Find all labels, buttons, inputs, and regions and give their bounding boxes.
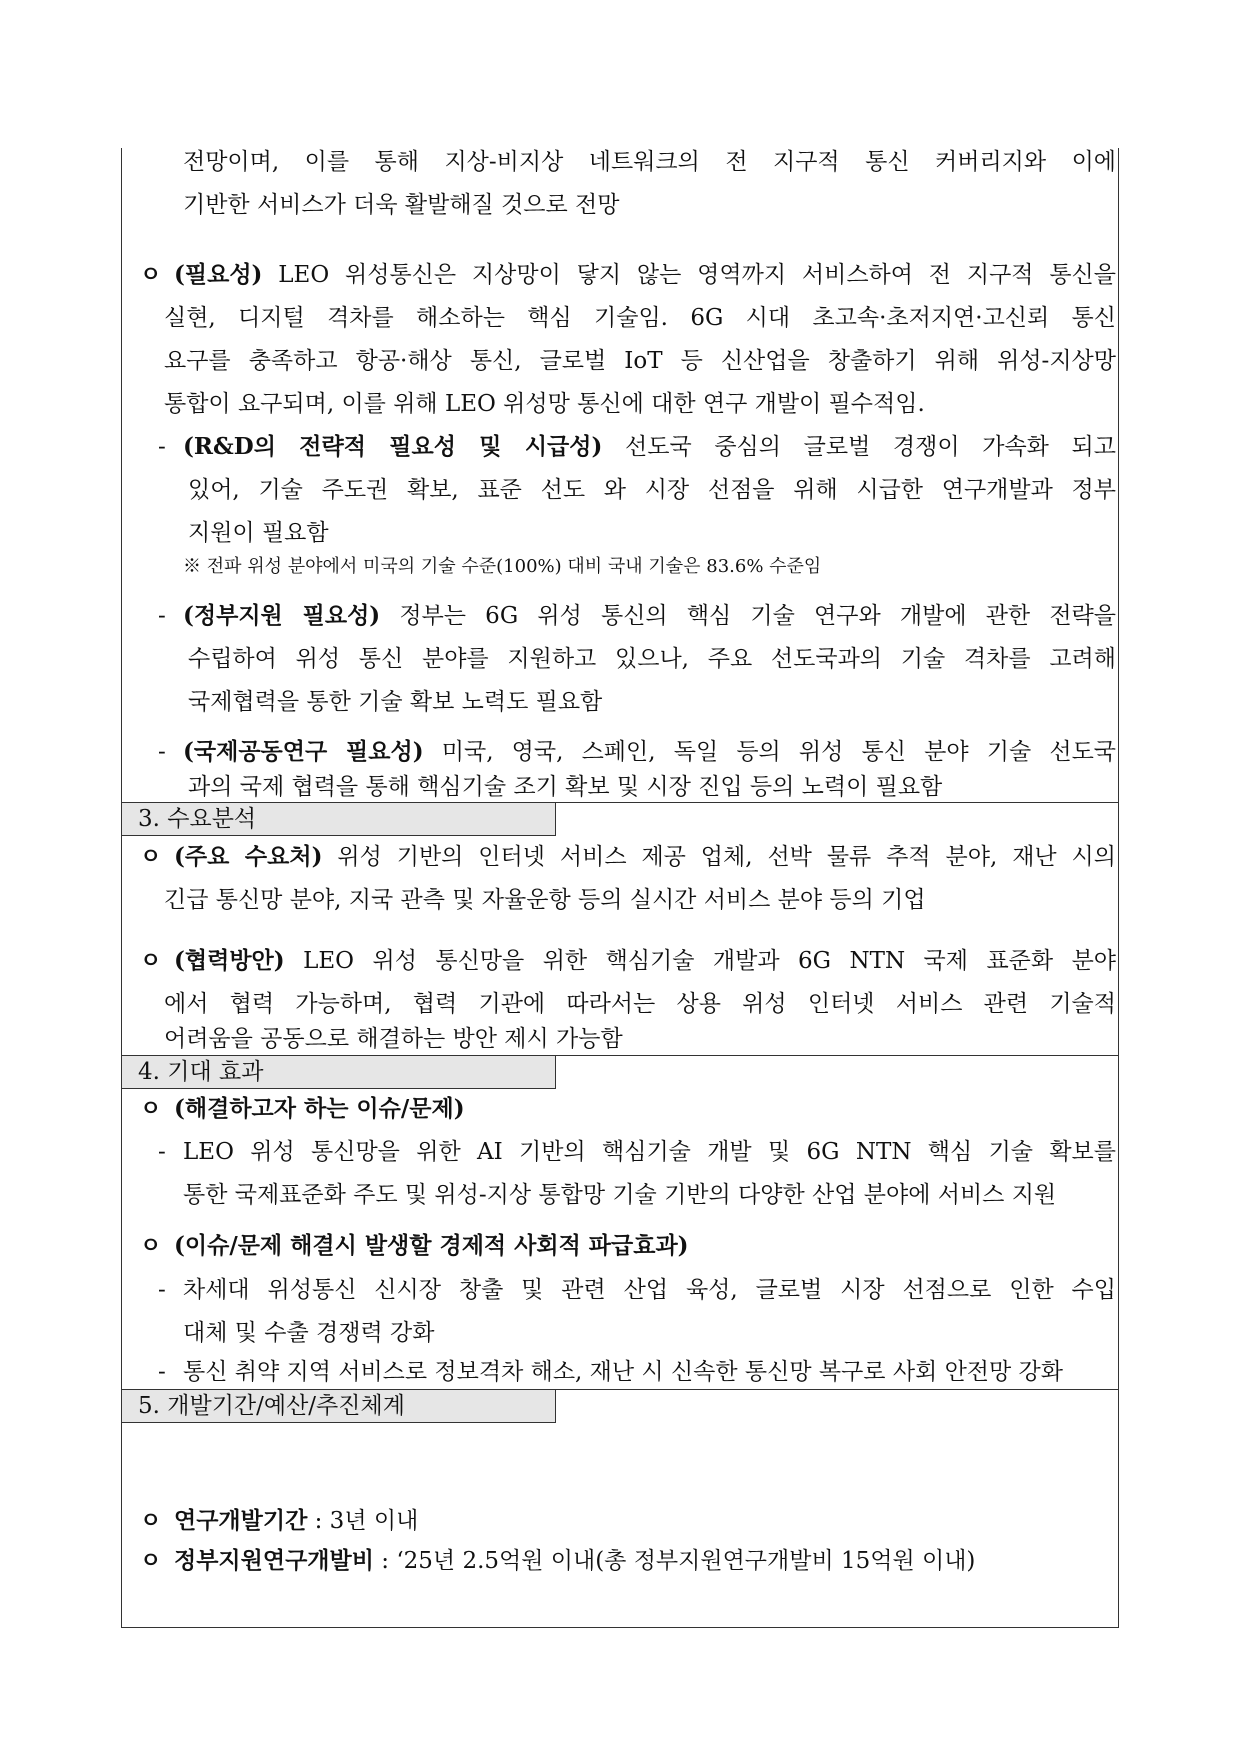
demand-text: 위성 기반의 인터넷 서비스 제공 업체, 선박 물류 추적 분야, 재난 시의	[322, 844, 1116, 870]
section-5-header: 5. 개발기간/예산/추진체계	[121, 1389, 556, 1423]
issue-line-1: LEO 위성 통신망을 위한 AI 기반의 핵심기술 개발 및 6G NTN 핵심 기술 확보를	[183, 1139, 1116, 1165]
period-line	[174, 1502, 418, 1540]
rnd-line-2: 있어, 기술 주도권 확보, 표준 선도 와 시장 선점을 위해 시급한 연구개발과 정부	[188, 477, 1116, 503]
effect-title-text: (이슈/문제 해결시 발생할 경제적 사회적 파급효과)	[174, 1232, 689, 1259]
dash-marker: -	[158, 1139, 166, 1165]
bullet-marker: ㅇ	[140, 1233, 162, 1259]
bullet-marker: ㅇ	[140, 1508, 162, 1534]
necessity-title: (필요성)	[174, 261, 263, 288]
necessity-line-3: 요구를 충족하고 항공·해상 통신, 글로벌 IoT 등 신산업을 창출하기 위해 위성-지상망	[164, 348, 1116, 374]
coop-line-1	[174, 942, 1116, 980]
budget-value: : ‘25년 2.5억원 이내(총 정부지원연구개발비 15억원 이내)	[373, 1548, 976, 1574]
bullet-marker: ㅇ	[140, 262, 162, 288]
intl-line-1	[183, 733, 1116, 771]
gov-text: 정부는 6G 위성 통신의 핵심 기술 연구와 개발에 관한 전략을	[380, 603, 1116, 629]
issue-title	[174, 1090, 465, 1128]
issue-title-text: (해결하고자 하는 이슈/문제)	[174, 1095, 465, 1122]
intl-title: (국제공동연구 필요성)	[183, 738, 424, 765]
coop-text: LEO 위성 통신망을 위한 핵심기술 개발과 6G NTN 국제 표준화 분야	[284, 948, 1116, 974]
dash-marker: -	[158, 434, 166, 460]
section-3-header: 3. 수요분석	[121, 802, 556, 836]
bullet-marker: ㅇ	[140, 1096, 162, 1122]
budget-label: 정부지원연구개발비	[174, 1547, 374, 1574]
intro-line-1: 전망이며, 이를 통해 지상-비지상 네트워크의 전 지구적 통신 커버리지와 이에	[183, 149, 1116, 175]
intl-line-2: 과의 국제 협력을 통해 핵심기술 조기 확보 및 시장 진입 등의 노력이 필요함	[188, 774, 943, 800]
dash-marker: -	[158, 1359, 166, 1385]
period-value: : 3년 이내	[307, 1508, 419, 1534]
demand-line-2: 긴급 통신망 분야, 지국 관측 및 자율운항 등의 실시간 서비스 분야 등의 기업	[164, 887, 926, 913]
gov-title: (정부지원 필요성)	[183, 602, 381, 629]
coop-title: (협력방안)	[174, 947, 285, 974]
intl-text: 미국, 영국, 스페인, 독일 등의 위성 통신 분야 기술 선도국	[423, 739, 1116, 765]
bullet-marker: ㅇ	[140, 1548, 162, 1574]
section-4-header: 4. 기대 효과	[121, 1055, 556, 1089]
necessity-line-2: 실현, 디지털 격차를 해소하는 핵심 기술임. 6G 시대 초고속·초저지연·고신뢰 통신	[164, 305, 1116, 331]
necessity-line-1	[174, 256, 1116, 294]
demand-line-1	[174, 838, 1116, 876]
issue-line-2: 통한 국제표준화 주도 및 위성-지상 통합망 기술 기반의 다양한 산업 분야에 서비스 지원	[183, 1182, 1057, 1208]
gov-line-2: 수립하여 위성 통신 분야를 지원하고 있으나, 주요 선도국과의 기술 격차를 고려해	[188, 646, 1116, 672]
coop-line-3: 어려움을 공동으로 해결하는 방안 제시 가능함	[164, 1026, 623, 1052]
intro-line-2: 기반한 서비스가 더욱 활발해질 것으로 전망	[183, 192, 620, 218]
necessity-line-4: 통합이 요구되며, 이를 위해 LEO 위성망 통신에 대한 연구 개발이 필수적임.	[164, 391, 925, 417]
effect1-line-1: 차세대 위성통신 신시장 창출 및 관련 산업 육성, 글로벌 시장 선점으로 인한 수입	[183, 1277, 1116, 1303]
rnd-line-3: 지원이 필요함	[188, 520, 329, 546]
dash-marker: -	[158, 1277, 166, 1303]
rnd-note: ※ 전파 위성 분야에서 미국의 기술 수준(100%) 대비 국내 기술은 83.6% 수준임	[183, 556, 822, 577]
budget-line	[174, 1542, 975, 1580]
demand-title: (주요 수요처)	[174, 843, 323, 870]
rnd-title: (R&D의 전략적 필요성 및 시급성)	[183, 433, 603, 460]
bullet-marker: ㅇ	[140, 948, 162, 974]
gov-line-1	[183, 597, 1116, 635]
effect1-line-2: 대체 및 수출 경쟁력 강화	[183, 1320, 435, 1346]
necessity-text: LEO 위성통신은 지상망이 닿지 않는 영역까지 서비스하여 전 지구적 통신을	[262, 262, 1116, 288]
rnd-text: 선도국 중심의 글로벌 경쟁이 가속화 되고	[602, 434, 1116, 460]
gov-line-3: 국제협력을 통한 기술 확보 노력도 필요함	[188, 689, 603, 715]
rnd-line-1	[183, 428, 1116, 466]
coop-line-2: 에서 협력 가능하며, 협력 기관에 따라서는 상용 위성 인터넷 서비스 관련 기술적	[164, 991, 1116, 1017]
dash-marker: -	[158, 739, 166, 765]
effect-title	[174, 1227, 689, 1265]
dash-marker: -	[158, 603, 166, 629]
bullet-marker: ㅇ	[140, 844, 162, 870]
period-label: 연구개발기간	[174, 1507, 308, 1534]
effect2-line: 통신 취약 지역 서비스로 정보격차 해소, 재난 시 신속한 통신망 복구로 사회 안전망 강화	[183, 1359, 1063, 1385]
